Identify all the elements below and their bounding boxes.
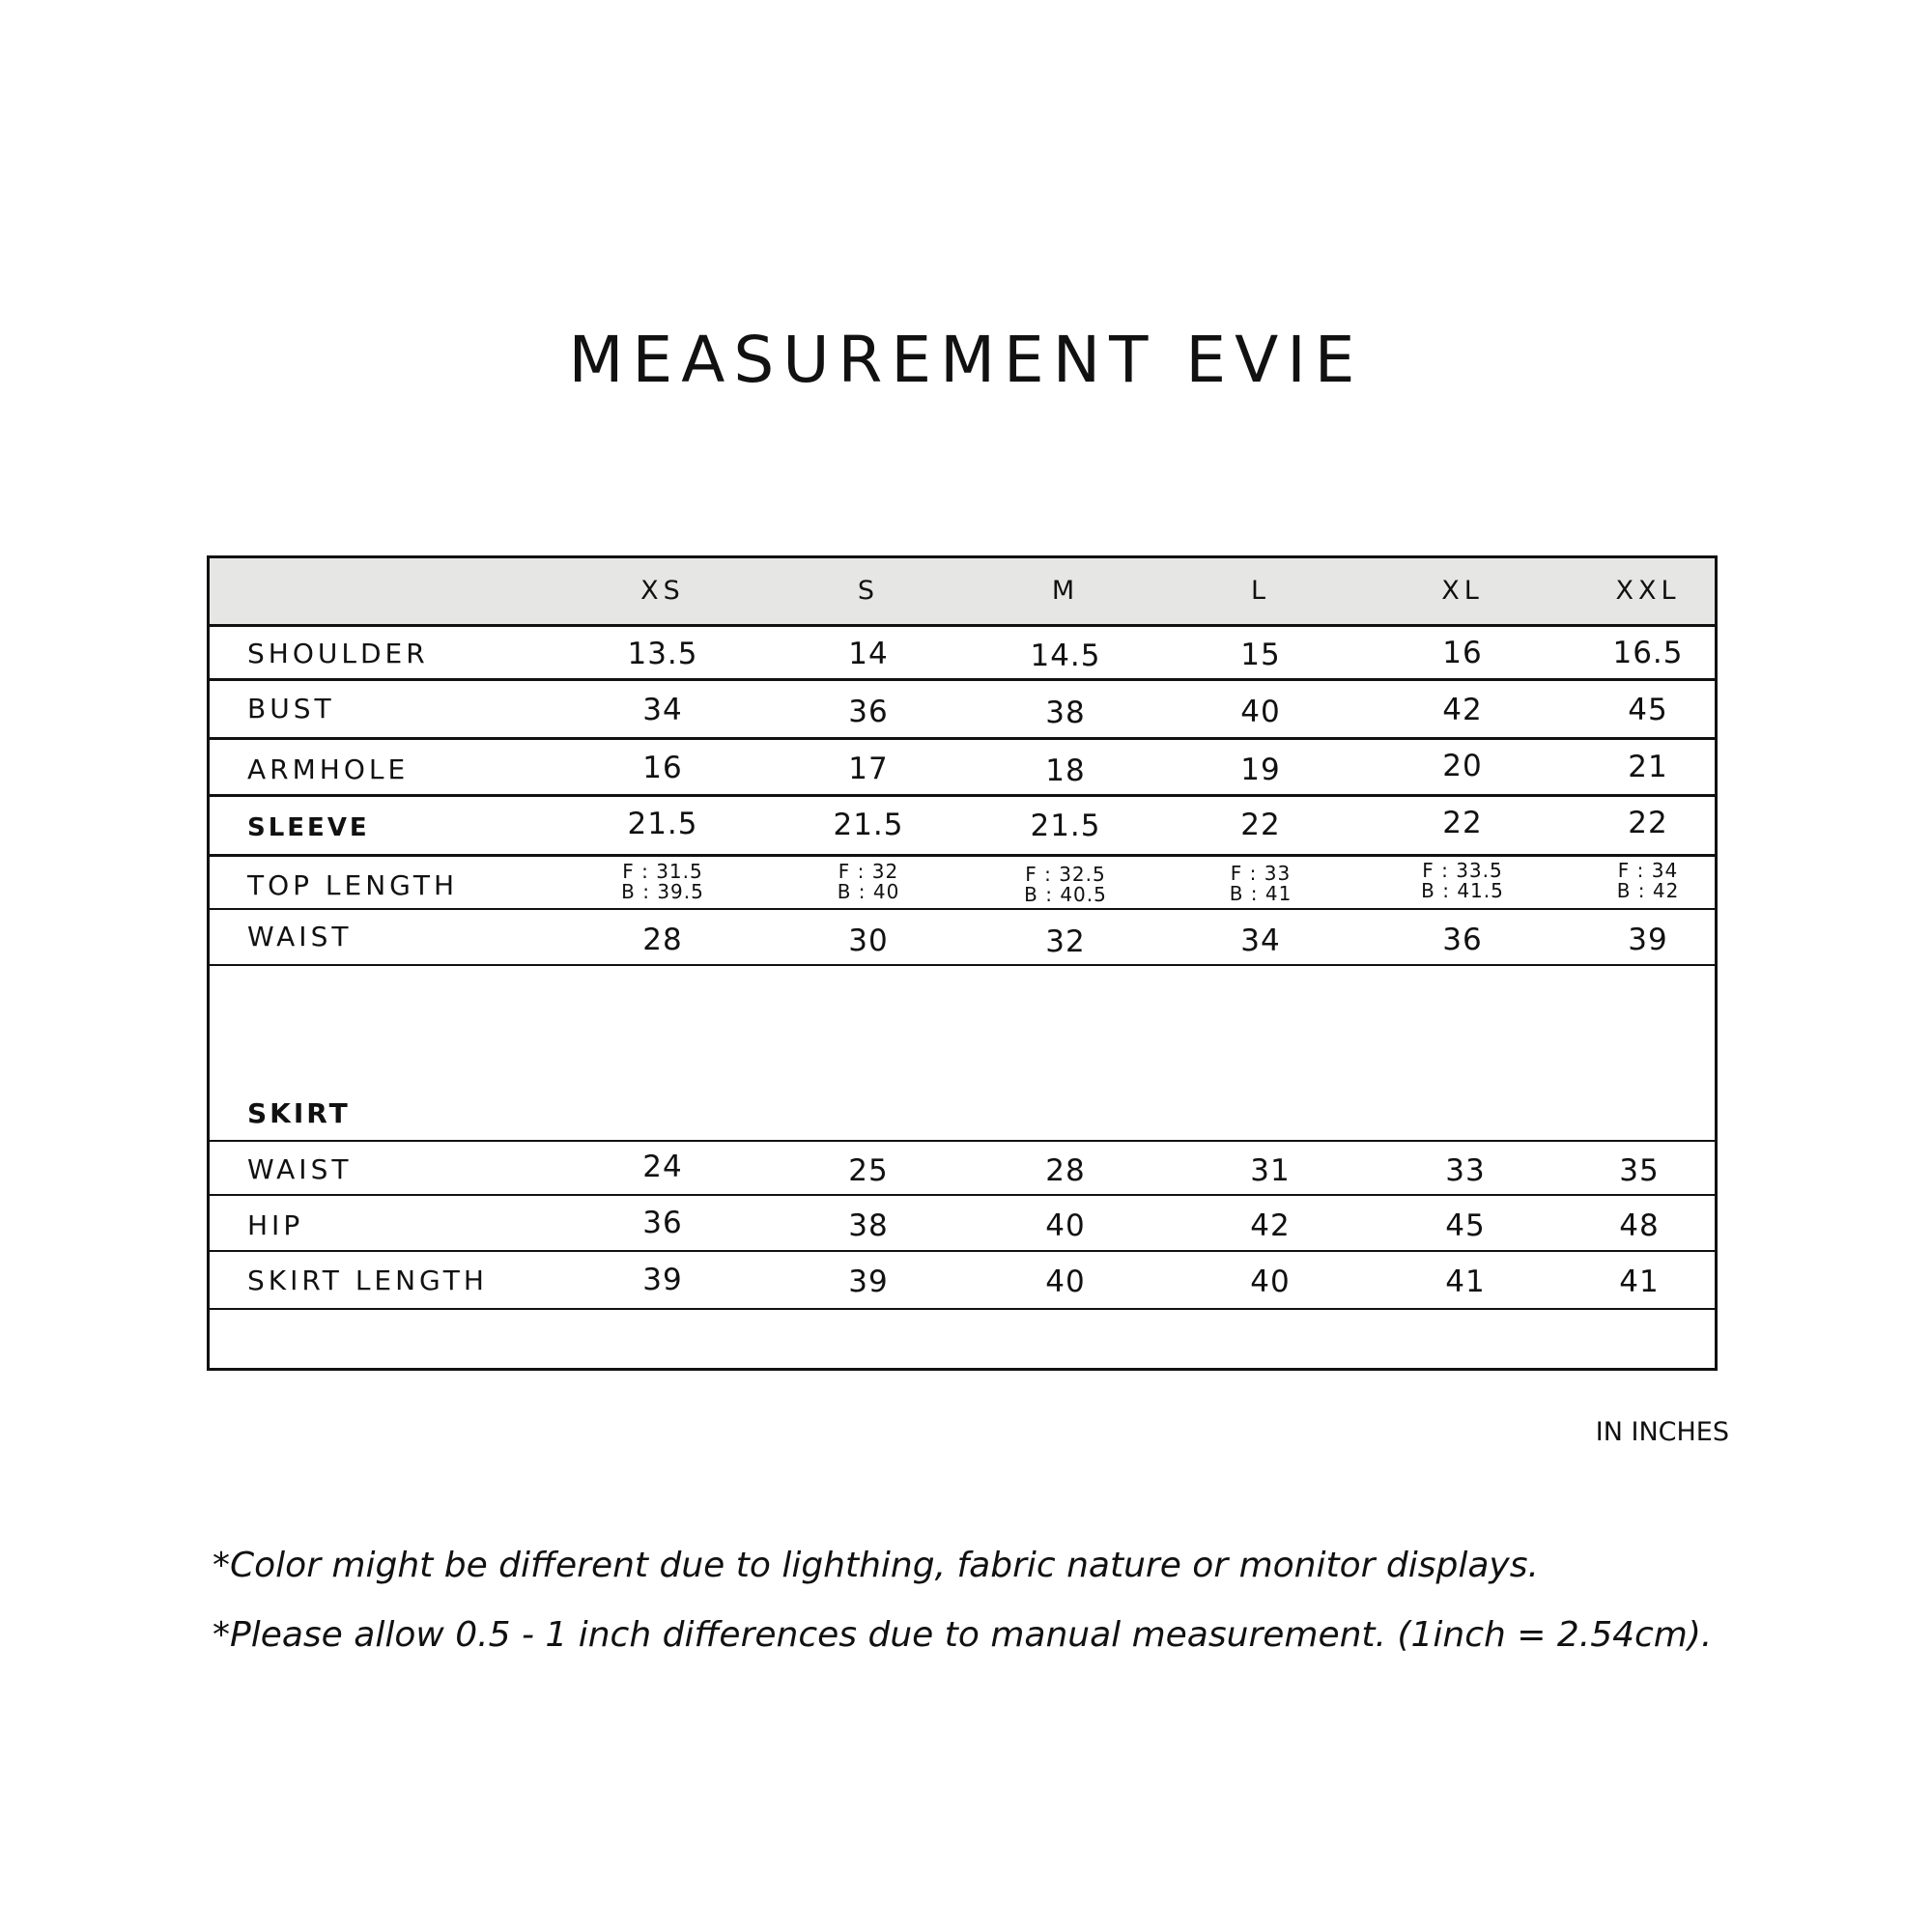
table-cell: 32 [1045,924,1086,959]
front-length: F : 34 [1617,859,1679,882]
row-label: TOP LENGTH [247,869,459,901]
table-cell: 38 [848,1208,889,1243]
table-cell: 16 [1442,636,1483,670]
front-length: F : 33 [1230,862,1292,885]
back-length: B : 42 [1616,879,1680,902]
table-cell: 20 [1442,749,1483,783]
row-label: WAIST [247,1153,353,1185]
table-cell: 42 [1250,1208,1291,1243]
table-cell: 25 [848,1153,889,1188]
table-row-armhole [210,740,1715,797]
size-chart-table [207,555,1718,1371]
table-cell: 45 [1445,1208,1486,1243]
table-cell: 34 [1240,923,1281,958]
table-cell: 22 [1240,808,1281,842]
table-cell: 24 [642,1150,683,1184]
table-row-hip [210,1196,1715,1252]
table-cell: 14 [848,637,889,671]
table-cell: 48 [1619,1208,1660,1243]
table-cell: 21.5 [627,807,698,841]
row-label: HIP [247,1209,304,1241]
row-label: WAIST [247,921,353,952]
back-length: B : 39.5 [621,880,704,903]
table-cell: 42 [1442,693,1483,727]
table-cell: 16.5 [1612,636,1684,670]
table-cell: 39 [848,1264,889,1299]
column-header-xs: XS [640,576,685,606]
table-cell: 36 [848,695,889,729]
disclaimer-color: *Color might be different due to lighthing, fabric nature or monitor displays. [213,1546,1539,1585]
table-row-sleeve [210,797,1715,857]
page-title: MEASUREMENT EVIE [568,323,1364,397]
front-length: F : 32 [838,860,899,883]
table-cell: 33 [1445,1153,1486,1188]
back-length: B : 41.5 [1421,879,1504,902]
disclaimer-measurement: *Please allow 0.5 - 1 inch differences due to manual measurement. (1inch = 2.54cm). [213,1615,1713,1655]
table-cell: 40 [1250,1264,1291,1299]
row-label: ARMHOLE [247,753,410,785]
back-length: B : 40.5 [1024,883,1107,906]
table-cell: 40 [1045,1264,1086,1299]
row-label: SLEEVE [247,813,370,842]
table-cell: 16 [642,751,683,785]
table-cell: 13.5 [627,637,698,671]
table-cell: 21.5 [833,808,904,842]
column-header-xxl: XXL [1615,576,1681,606]
table-cell: 35 [1619,1153,1660,1188]
table-row-shoulder [210,627,1715,681]
table-cell: 14.5 [1030,639,1101,673]
table-row-bust [210,681,1715,740]
column-header-xl: XL [1441,576,1484,606]
unit-note: IN INCHES [1595,1417,1729,1447]
table-cell: 41 [1445,1264,1486,1299]
table-empty-row [210,1310,1715,1368]
table-row-skirt-waist [210,1142,1715,1196]
back-length: B : 41 [1229,882,1293,905]
table-cell: 45 [1628,693,1668,727]
table-row-skirt-length [210,1252,1715,1310]
table-cell: 15 [1240,638,1281,672]
table-cell: 41 [1619,1264,1660,1299]
skirt-section-header [210,966,1715,1142]
table-cell: 22 [1628,806,1668,840]
table-cell [1164,864,1357,904]
row-label: BUST [247,693,335,724]
table-cell [772,862,965,902]
section-label: SKIRT [247,1097,351,1129]
column-header-s: S [857,576,880,606]
table-cell: 39 [642,1263,683,1297]
row-label: SHOULDER [247,638,429,669]
table-cell: 21 [1628,750,1668,784]
column-header-l: L [1250,576,1271,606]
table-cell: 34 [642,693,683,727]
table-cell: 39 [1628,923,1668,957]
table-cell: 22 [1442,806,1483,840]
table-row-top-length [210,857,1715,910]
table-cell: 28 [1045,1153,1086,1188]
table-row-waist [210,910,1715,966]
front-length: F : 32.5 [1025,863,1106,886]
back-length: B : 40 [837,880,900,903]
table-cell [1551,861,1745,901]
table-cell: 36 [1442,923,1483,957]
table-cell: 21.5 [1030,809,1101,843]
table-cell: 38 [1045,696,1086,730]
table-cell [566,862,759,902]
table-cell: 18 [1045,753,1086,788]
front-length: F : 31.5 [622,860,703,883]
row-label: SKIRT LENGTH [247,1264,488,1296]
front-length: F : 33.5 [1422,859,1503,882]
table-header-row [210,558,1715,627]
column-header-m: M [1051,576,1080,606]
table-cell: 40 [1045,1208,1086,1243]
table-cell: 31 [1250,1153,1291,1188]
table-cell: 19 [1240,753,1281,787]
table-cell: 40 [1240,695,1281,729]
table-cell: 17 [848,752,889,786]
table-cell: 28 [642,923,683,957]
table-cell: 30 [848,923,889,958]
table-cell: 36 [642,1206,683,1240]
table-cell [1366,861,1559,901]
table-cell [969,865,1162,905]
